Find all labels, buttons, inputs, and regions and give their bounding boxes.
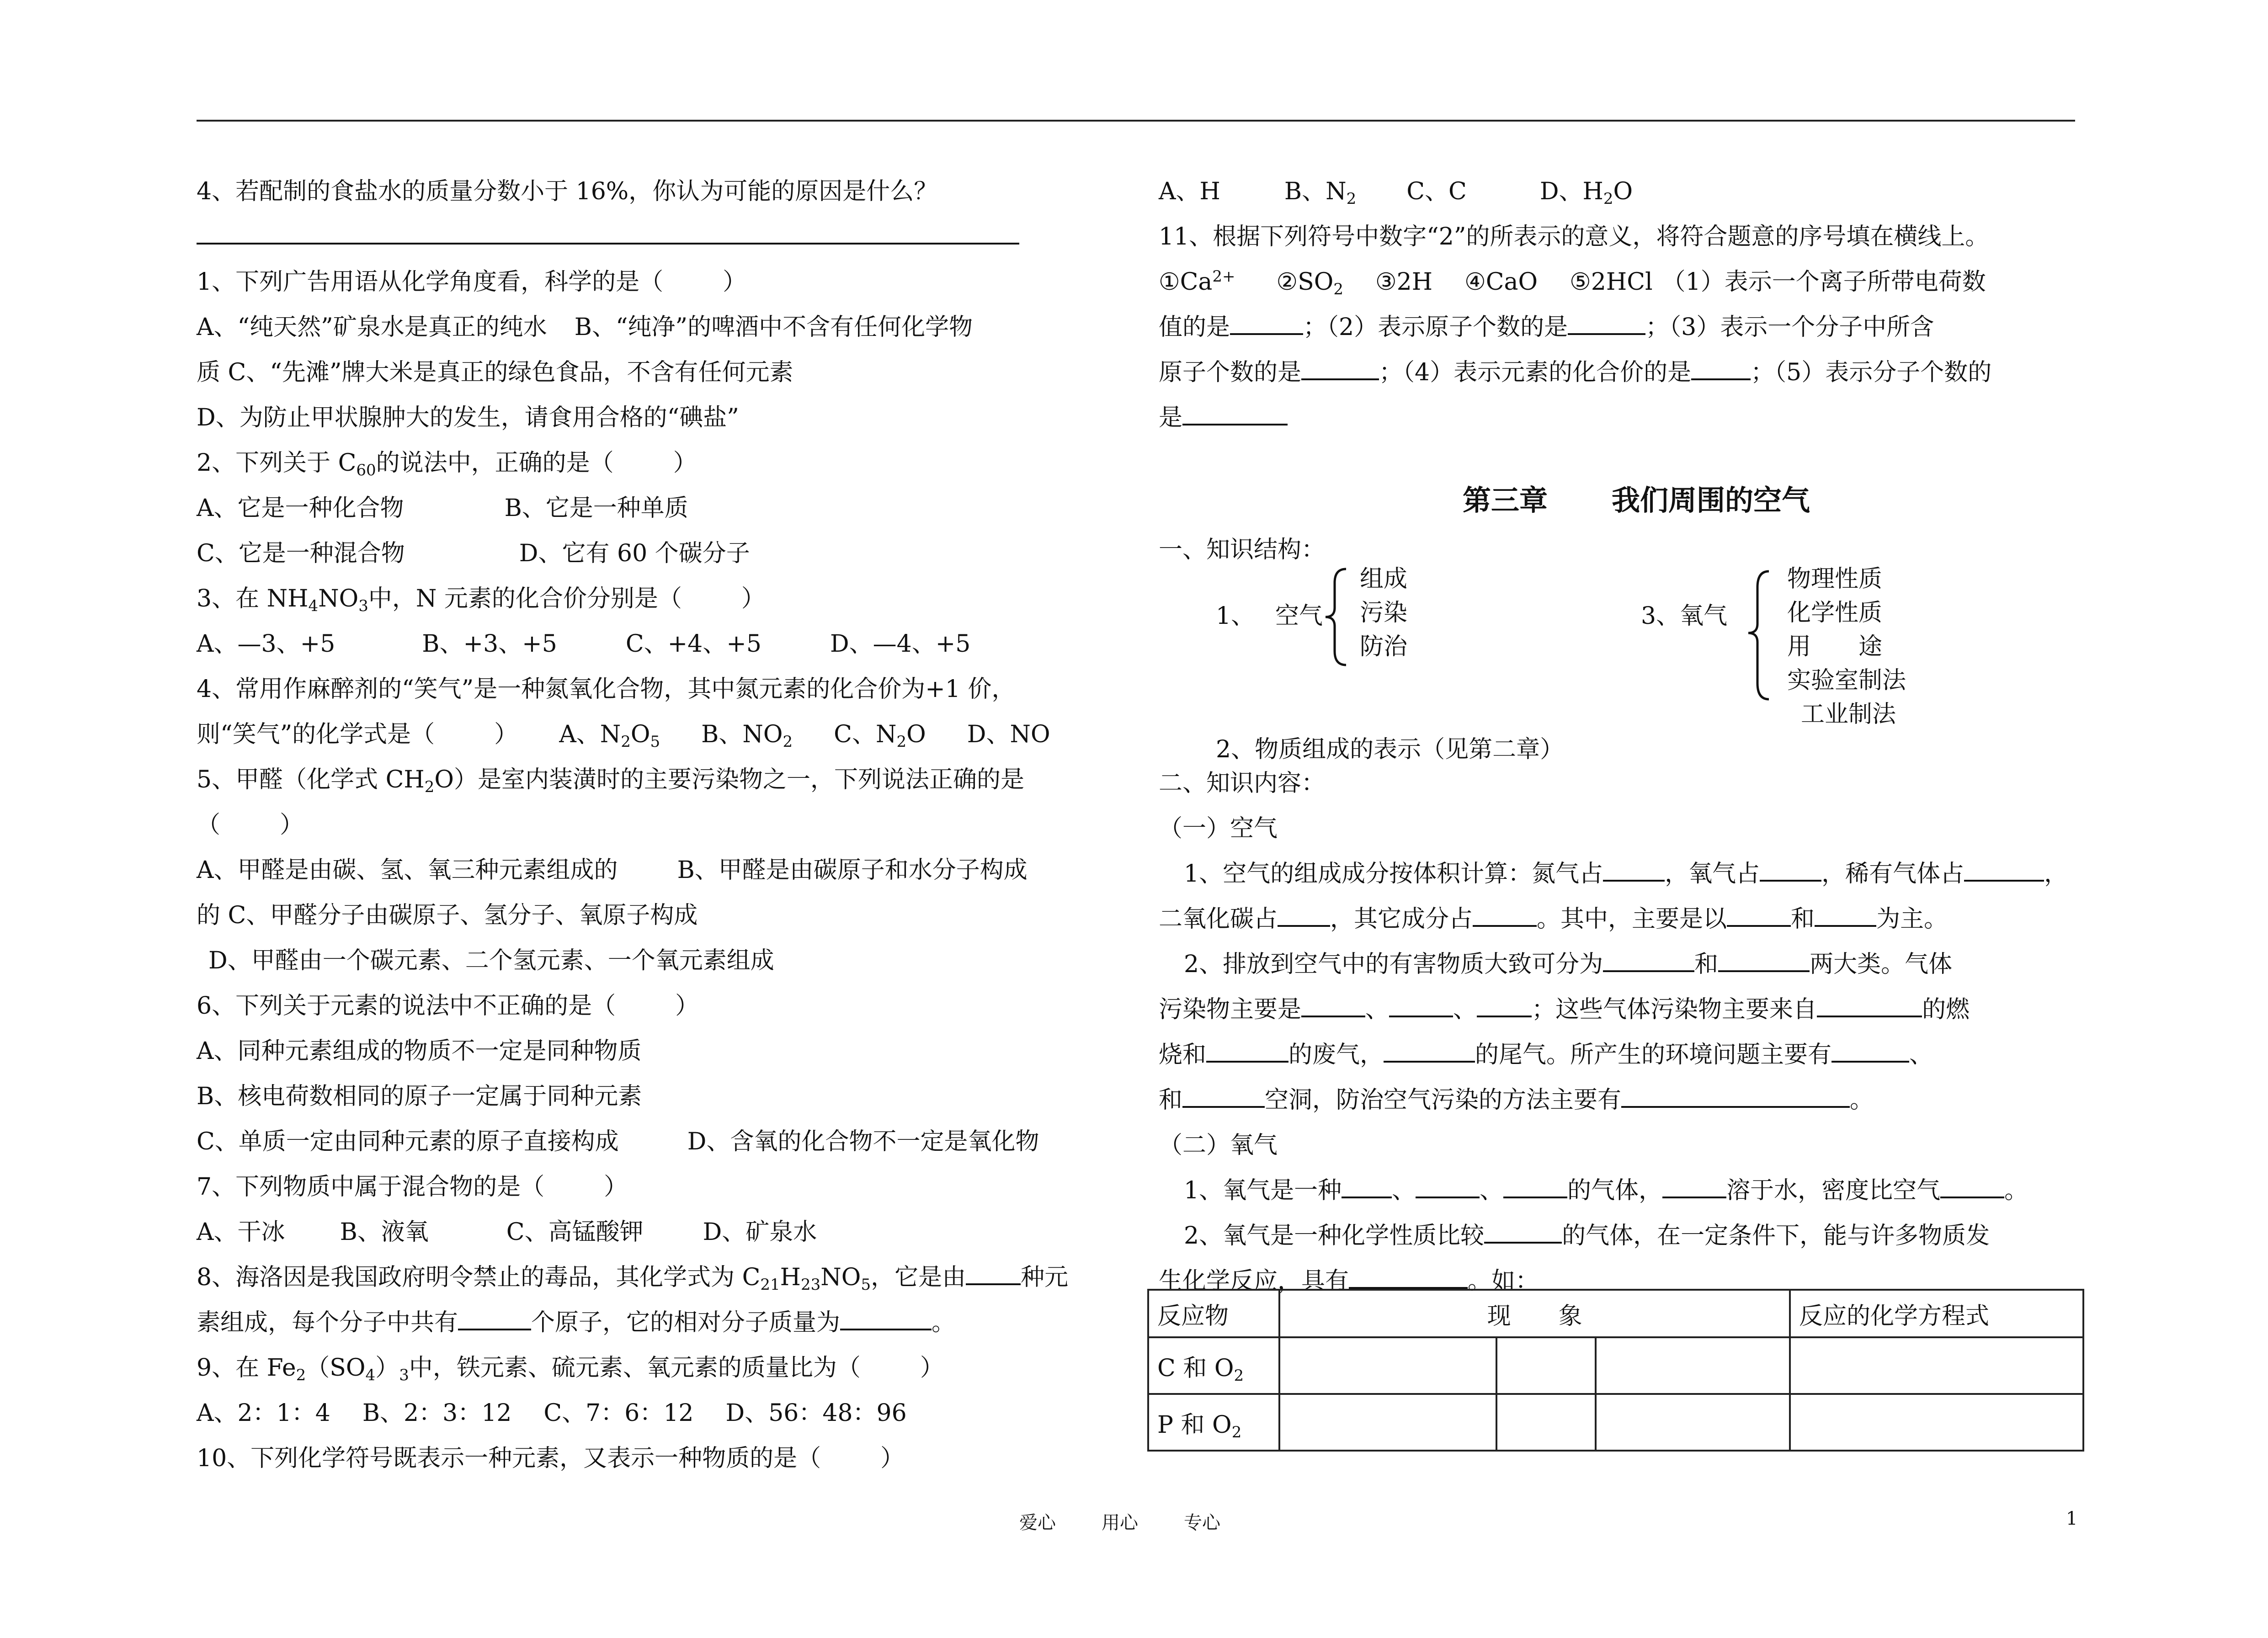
k1-label-text: 空气 xyxy=(1275,602,1323,630)
question-text: 则“笑气”的化学式是（ xyxy=(197,721,435,748)
left-column xyxy=(197,169,1138,1481)
fill-blank[interactable] xyxy=(1718,942,1810,972)
k3-item: 物理性质 xyxy=(1787,565,1883,593)
answer-rule[interactable] xyxy=(197,220,1019,245)
k3-label xyxy=(1641,596,1727,631)
option-a: A、甲醛是由碳、氢、氧三种元素组成的 xyxy=(197,856,618,884)
question-text: H xyxy=(780,1264,801,1291)
paren-close: ） xyxy=(723,268,747,296)
option-b: B、+3、+5 xyxy=(422,630,557,658)
subscript: 2 xyxy=(783,733,793,751)
option-a: A、同种元素组成的物质不一定是同种物质 xyxy=(197,1037,642,1065)
question-text: 原子个数的是 xyxy=(1159,359,1302,386)
question-10-options xyxy=(1159,169,2087,214)
fill-blank[interactable] xyxy=(1815,897,1876,927)
option-c: O xyxy=(906,721,926,748)
option-a: A、N xyxy=(559,721,621,748)
content-text: 和 xyxy=(1694,951,1719,978)
fill-blank[interactable] xyxy=(1662,1168,1726,1198)
question-text: 9、在 Fe xyxy=(197,1354,296,1382)
option-d: D、含氧的化合物不一定是氧化物 xyxy=(687,1128,1039,1155)
fill-blank[interactable] xyxy=(1691,350,1751,380)
question-6 xyxy=(197,984,1138,1029)
question-5-paren xyxy=(197,803,1138,848)
question-6-option-b xyxy=(197,1074,1138,1119)
question-11-line3 xyxy=(1159,305,2087,350)
section-2-heading xyxy=(1159,761,2087,806)
reactant-text: C 和 O xyxy=(1157,1354,1234,1382)
option-a: A、2：1：4 xyxy=(197,1399,330,1427)
content-text: 空洞，防治空气污染的方法主要有 xyxy=(1265,1086,1622,1114)
question-3 xyxy=(197,576,1138,622)
question-text: 10、下列化学符号既表示一种元素，又表示一种物质的是（ xyxy=(197,1445,821,1472)
air-line-3 xyxy=(1159,942,2087,987)
subscript: 4 xyxy=(308,597,319,615)
fill-blank[interactable] xyxy=(1477,987,1532,1017)
oxygen-line-1 xyxy=(1159,1168,2087,1213)
subscript: 2 xyxy=(1234,1366,1244,1385)
paren-close: ） xyxy=(880,1445,905,1472)
subscript: 5 xyxy=(861,1276,871,1294)
content-text: 2、排放到空气中的有害物质大致可分为 xyxy=(1184,951,1603,978)
content-text: 的气体，在一定条件下，能与许多物质发 xyxy=(1562,1222,1990,1250)
content-text: 。如： xyxy=(1468,1267,1539,1295)
question-text: （1）表示一个离子所带电荷数 xyxy=(1661,268,1986,296)
option-b: B、2：3：12 xyxy=(362,1399,512,1427)
question-1-option-c xyxy=(197,350,1138,395)
symbol-1: ①Ca xyxy=(1159,268,1213,296)
footer-b: 用心 xyxy=(1102,1512,1138,1533)
k3-item: 实验室制法 xyxy=(1787,667,1906,694)
option-c: C、7：6：12 xyxy=(543,1399,694,1427)
question-7 xyxy=(197,1165,1138,1210)
subscript: 2 xyxy=(896,733,907,751)
question-text: 3、在 NH xyxy=(197,585,309,612)
option-a: A、H xyxy=(1159,178,1220,205)
question-text: （SO xyxy=(306,1354,366,1382)
paren-open: （ xyxy=(197,811,221,839)
question-1 xyxy=(197,260,1138,305)
option-a: A、它是一种化合物 xyxy=(197,495,404,522)
header-cell xyxy=(1279,1290,1790,1337)
question-11-line4 xyxy=(1159,350,2087,395)
content-text: 2、氧气是一种化学性质比较 xyxy=(1184,1222,1485,1250)
subscript: 4 xyxy=(365,1366,376,1384)
k1-item: 组成 xyxy=(1360,565,1408,593)
question-text: 1、下列广告用语从化学角度看，科学的是（ xyxy=(197,268,664,296)
k3-item: 化学性质 xyxy=(1787,599,1883,627)
k1-item: 污染 xyxy=(1360,599,1408,627)
question-text: 11、根据下列符号中数字“2”的所表示的意义，将符合题意的序号填在横线上。 xyxy=(1159,223,1989,250)
subscript: 2 xyxy=(1333,280,1344,298)
question-text: 4、常用作麻醉剂的“笑气”是一种氮氧化合物，其中氮元素的化合价为+1 价， xyxy=(197,675,1016,703)
phenomenon-cell[interactable] xyxy=(1596,1337,1790,1394)
question-11 xyxy=(1159,214,2087,260)
question-text: 值的是 xyxy=(1159,314,1230,341)
footer-c: 专心 xyxy=(1184,1512,1220,1533)
fill-blank[interactable] xyxy=(1603,851,1665,882)
subscript: 3 xyxy=(358,597,368,615)
header-text: 反应物 xyxy=(1157,1302,1229,1330)
fill-blank[interactable] xyxy=(1831,1032,1909,1063)
symbol-3: ③2H xyxy=(1375,268,1433,296)
paren-close: ） xyxy=(604,1173,628,1201)
chapter-title xyxy=(1463,478,1810,518)
question-text: ；（2）表示原子个数的是 xyxy=(1303,314,1568,341)
air-line-1 xyxy=(1159,851,2087,897)
content-text: 、 xyxy=(1453,996,1477,1023)
question-text: 8、海洛因是我国政府明令禁止的毒品，其化学式为 C xyxy=(197,1264,761,1291)
content-text: 生化学反应，具有 xyxy=(1159,1267,1349,1295)
question-text: 种元 xyxy=(1021,1264,1069,1291)
question-9-options xyxy=(197,1391,1138,1436)
fill-blank[interactable] xyxy=(1301,987,1365,1017)
option-d: D、为防止甲状腺肿大的发生，请食用合格的“碘盐” xyxy=(197,404,739,431)
left-brace-icon xyxy=(1746,567,1773,704)
oxygen-line-2 xyxy=(1159,1213,2087,1259)
question-text: ，它是由 xyxy=(871,1264,966,1291)
question-text: ；（4）表示元素的化合价的是 xyxy=(1379,359,1692,386)
fill-blank[interactable] xyxy=(1817,987,1922,1017)
k1-num: 1、 xyxy=(1216,602,1255,630)
option-d: D、它有 60 个碳分子 xyxy=(519,540,750,567)
option-c: 的 C、甲醛分子由碳原子、氢分子、氧原子构成 xyxy=(197,902,698,929)
k3-item: 用 途 xyxy=(1787,633,1883,660)
k2-text: 2、物质组成的表示（见第二章） xyxy=(1216,736,1564,763)
content-text: ，稀有气体占 xyxy=(1821,860,1965,888)
question-text: ；（5）表示分子个数的 xyxy=(1751,359,1992,386)
content-text: ，氧气占 xyxy=(1665,860,1760,888)
content-text: 为主。 xyxy=(1876,905,1948,933)
equation-cell[interactable] xyxy=(1790,1394,2083,1451)
question-9 xyxy=(197,1346,1138,1391)
paren-close: ） xyxy=(675,992,699,1020)
question-text: 中，N 元素的化合价分别是（ xyxy=(368,585,682,612)
option-d: D、甲醛由一个碳元素、二个氢元素、一个氧元素组成 xyxy=(208,947,774,974)
chapter-number: 第三章 xyxy=(1463,484,1548,517)
question-text: 2、下列关于 C xyxy=(197,449,357,477)
section-1-heading xyxy=(1159,530,1325,564)
header-cell xyxy=(1790,1290,2083,1337)
table-header-row xyxy=(1148,1290,2083,1337)
subscript: 2 xyxy=(1231,1423,1242,1441)
fill-blank[interactable] xyxy=(1278,897,1330,927)
content-text: 的燃 xyxy=(1922,996,1970,1023)
option-b: B、甲醛是由碳原子和水分子构成 xyxy=(677,856,1028,884)
fill-blank[interactable] xyxy=(1503,1168,1567,1198)
fill-blank[interactable] xyxy=(1568,305,1645,335)
fill-blank[interactable] xyxy=(1230,305,1303,335)
content-text: 溶于水，密度比空气 xyxy=(1726,1177,1941,1204)
question-text: 4、若配制的食盐水的质量分数小于 16%，你认为可能的原因是什么？ xyxy=(197,178,938,205)
phenomenon-cell[interactable] xyxy=(1279,1337,1496,1394)
paren-close: ） xyxy=(280,811,304,839)
question-7-options xyxy=(197,1210,1138,1255)
fill-blank[interactable] xyxy=(966,1255,1021,1285)
air-line-2 xyxy=(1159,897,2087,942)
fill-blank[interactable] xyxy=(1940,1168,2004,1198)
air-line-5 xyxy=(1159,1032,2087,1078)
k1-label xyxy=(1275,596,1323,631)
question-4-prev xyxy=(197,169,1138,214)
fill-blank[interactable] xyxy=(1760,851,1821,882)
fill-blank[interactable] xyxy=(1621,1078,1850,1108)
option-d: O xyxy=(1613,178,1633,205)
option-c: C、高锰酸钾 xyxy=(506,1218,644,1246)
question-text: 7、下列物质中属于混合物的是（ xyxy=(197,1173,545,1201)
fill-blank[interactable] xyxy=(1384,1032,1475,1063)
subscript: 2 xyxy=(296,1366,306,1384)
question-2-options-cd xyxy=(197,531,1138,576)
question-text: 个原子，它的相对分子质量为 xyxy=(531,1309,841,1336)
k3-item: 工业制法 xyxy=(1801,701,1896,728)
phenomenon-cell[interactable] xyxy=(1496,1337,1596,1394)
question-text: 是 xyxy=(1159,404,1183,431)
question-text: ） xyxy=(375,1354,399,1382)
phenomenon-cell[interactable] xyxy=(1496,1394,1596,1451)
option-d: D、NO xyxy=(967,721,1050,748)
reaction-table xyxy=(1147,1289,2084,1452)
section-heading-text: 二、知识内容： xyxy=(1159,770,1326,797)
fill-blank[interactable] xyxy=(840,1300,932,1330)
option-d: D、—4、+5 xyxy=(830,630,971,658)
page-number: 1 xyxy=(2066,1508,2078,1529)
k3-label-text: 3、氧气 xyxy=(1641,602,1728,630)
question-text: NO xyxy=(820,1264,861,1291)
option-c: C、+4、+5 xyxy=(625,630,761,658)
question-text: 。 xyxy=(932,1309,956,1336)
question-5-option-c xyxy=(197,893,1138,938)
part-heading-text: （二）氧气 xyxy=(1159,1132,1278,1159)
content-text: 和 xyxy=(1159,1086,1183,1114)
fill-blank[interactable] xyxy=(1301,350,1379,380)
option-b: B、NO xyxy=(701,721,783,748)
question-11-symbols xyxy=(1159,260,2087,305)
content-text: 。其中，主要是以 xyxy=(1537,905,1727,933)
option-b: B、N xyxy=(1284,178,1347,205)
question-text: NO xyxy=(318,585,359,612)
option-c: C、它是一种混合物 xyxy=(197,540,405,567)
question-text: ；（3）表示一个分子中所含 xyxy=(1645,314,1934,341)
content-text: 、 xyxy=(1392,1177,1416,1204)
content-text: 1、空气的组成成分按体积计算：氮气占 xyxy=(1184,860,1603,888)
question-8-line2 xyxy=(197,1300,1138,1346)
content-text: 。 xyxy=(2004,1177,2028,1204)
question-5-options-ab xyxy=(197,848,1138,893)
question-6-options-cd xyxy=(197,1119,1138,1165)
question-1-option-d xyxy=(197,395,1138,441)
fill-blank[interactable] xyxy=(1342,1168,1392,1198)
content-text: 、 xyxy=(1365,996,1390,1023)
question-5-option-d xyxy=(197,938,1138,984)
fill-blank[interactable] xyxy=(1206,1032,1288,1063)
symbol-4: ④CaO xyxy=(1464,268,1538,296)
content-text: 污染物主要是 xyxy=(1159,996,1302,1023)
right-column xyxy=(1159,169,2087,441)
content-text: ，其它成分占 xyxy=(1330,905,1473,933)
reactant-cell xyxy=(1148,1394,1279,1451)
subscript: 21 xyxy=(760,1276,780,1294)
k1-number xyxy=(1216,596,1255,631)
option-a: A、—3、+5 xyxy=(197,630,335,658)
question-3-options xyxy=(197,622,1138,667)
footer-a: 爱心 xyxy=(1019,1512,1056,1533)
paren-close: ） xyxy=(494,721,518,748)
reactant-text: P 和 O xyxy=(1157,1411,1232,1439)
fill-blank[interactable] xyxy=(1603,942,1694,972)
k2 xyxy=(1216,730,1564,764)
content-text: 、 xyxy=(1909,1041,1933,1069)
question-4 xyxy=(197,667,1138,712)
question-2 xyxy=(197,441,1138,486)
fill-blank[interactable] xyxy=(1389,987,1453,1017)
fill-blank[interactable] xyxy=(1964,851,2044,882)
content-text: 、 xyxy=(1480,1177,1504,1204)
content-text: 的气体， xyxy=(1567,1177,1663,1204)
subscript: 5 xyxy=(650,733,660,751)
content-text: ， xyxy=(2044,860,2068,888)
header-text: 反应的化学方程式 xyxy=(1799,1302,1989,1330)
question-text: 5、甲醛（化学式 CH xyxy=(197,766,425,793)
superscript: 2+ xyxy=(1212,267,1235,286)
option-c: C、单质一定由同种元素的原子直接构成 xyxy=(197,1128,619,1155)
option-d: D、56：48：96 xyxy=(725,1399,907,1427)
option-c: C、C xyxy=(1406,178,1467,205)
knowledge-content xyxy=(1159,761,2087,1304)
content-text: 。 xyxy=(1850,1086,1874,1114)
left-brace-icon xyxy=(1323,564,1351,670)
symbol-2: ②SO xyxy=(1276,268,1334,296)
content-text: 和 xyxy=(1791,905,1815,933)
phenomenon-cell[interactable] xyxy=(1596,1394,1790,1451)
header-rule xyxy=(197,120,2075,122)
fill-blank[interactable] xyxy=(1349,1259,1468,1289)
question-5 xyxy=(197,757,1138,803)
k1-items xyxy=(1360,562,1407,664)
k3-items xyxy=(1787,562,1906,731)
question-text: 的说法中，正确的是（ xyxy=(376,449,614,477)
option-d: D、矿泉水 xyxy=(703,1218,817,1246)
option-c: 质 C、“先滩”牌大米是真正的绿色食品，不含有任何元素 xyxy=(197,359,793,386)
paren-close: ） xyxy=(673,449,697,477)
option-b: B、“纯净”的啤酒中不含有任何化学物 xyxy=(574,314,973,341)
content-text: 两大类。气体 xyxy=(1810,951,1953,978)
content-text: 的废气， xyxy=(1288,1041,1384,1069)
phenomenon-cell[interactable] xyxy=(1279,1394,1496,1451)
option-d: D、H xyxy=(1539,178,1603,205)
answer-line[interactable] xyxy=(197,214,1138,260)
k1-item: 防治 xyxy=(1360,633,1408,660)
option-a: O xyxy=(630,721,650,748)
header-cell xyxy=(1148,1290,1279,1337)
symbol-5: ⑤2HCl xyxy=(1570,268,1653,296)
fill-blank[interactable] xyxy=(1473,897,1537,927)
table-row xyxy=(1148,1394,2083,1451)
question-8 xyxy=(197,1255,1138,1300)
subscript: 60 xyxy=(356,461,376,479)
subscript: 2 xyxy=(424,778,435,796)
content-text: 1、氧气是一种 xyxy=(1184,1177,1342,1204)
question-6-option-a xyxy=(197,1029,1138,1074)
question-text: 素组成，每个分子中共有 xyxy=(197,1309,458,1336)
fill-blank[interactable] xyxy=(1727,897,1791,927)
subscript: 2 xyxy=(621,733,631,751)
subscript: 3 xyxy=(399,1366,409,1384)
question-text: 中，铁元素、硫元素、氧元素的质量比为（ xyxy=(409,1354,861,1382)
subscript: 2 xyxy=(1346,190,1357,208)
content-text: 的尾气。所产生的环境问题主要有 xyxy=(1475,1041,1832,1069)
question-11-line5 xyxy=(1159,395,2087,441)
air-line-4 xyxy=(1159,987,2087,1032)
content-text: 二氧化碳占 xyxy=(1159,905,1278,933)
option-a: A、“纯天然”矿泉水是真正的纯水 xyxy=(197,314,547,341)
question-text: 6、下列关于元素的说法中不正确的是（ xyxy=(197,992,616,1020)
section-heading-text: 一、知识结构： xyxy=(1159,536,1326,564)
paren-close: ） xyxy=(920,1354,944,1382)
question-1-options-ab xyxy=(197,305,1138,350)
option-b: B、核电荷数相同的原子一定属于同种元素 xyxy=(197,1083,642,1110)
question-text: O）是室内装潢时的主要污染物之一，下列说法正确的是 xyxy=(434,766,1025,793)
option-a: A、干冰 xyxy=(197,1218,285,1246)
subscript: 2 xyxy=(1603,190,1613,208)
fill-blank[interactable] xyxy=(1182,395,1288,425)
option-b: B、液氧 xyxy=(340,1218,429,1246)
equation-cell[interactable] xyxy=(1790,1337,2083,1394)
chapter-name: 我们周围的空气 xyxy=(1612,484,1810,517)
fill-blank[interactable] xyxy=(1182,1078,1265,1108)
fill-blank[interactable] xyxy=(1484,1213,1562,1244)
content-text: 烧和 xyxy=(1159,1041,1207,1069)
part-heading-text: （一）空气 xyxy=(1159,815,1278,842)
fill-blank[interactable] xyxy=(458,1300,531,1330)
paren-close: ） xyxy=(741,585,765,612)
header-text: 现 象 xyxy=(1487,1302,1582,1330)
question-2-options-ab xyxy=(197,486,1138,531)
question-10 xyxy=(197,1436,1138,1481)
question-4-options xyxy=(197,712,1138,757)
part-2-heading xyxy=(1159,1123,2087,1168)
option-c: C、N xyxy=(834,721,897,748)
fill-blank[interactable] xyxy=(1416,1168,1480,1198)
part-1-heading xyxy=(1159,806,2087,851)
content-text: ；这些气体污染物主要来自 xyxy=(1532,996,1817,1023)
table-row xyxy=(1148,1337,2083,1394)
option-b: B、它是一种单质 xyxy=(504,495,688,522)
subscript: 23 xyxy=(801,1276,821,1294)
air-line-6 xyxy=(1159,1078,2087,1123)
reactant-cell xyxy=(1148,1337,1279,1394)
